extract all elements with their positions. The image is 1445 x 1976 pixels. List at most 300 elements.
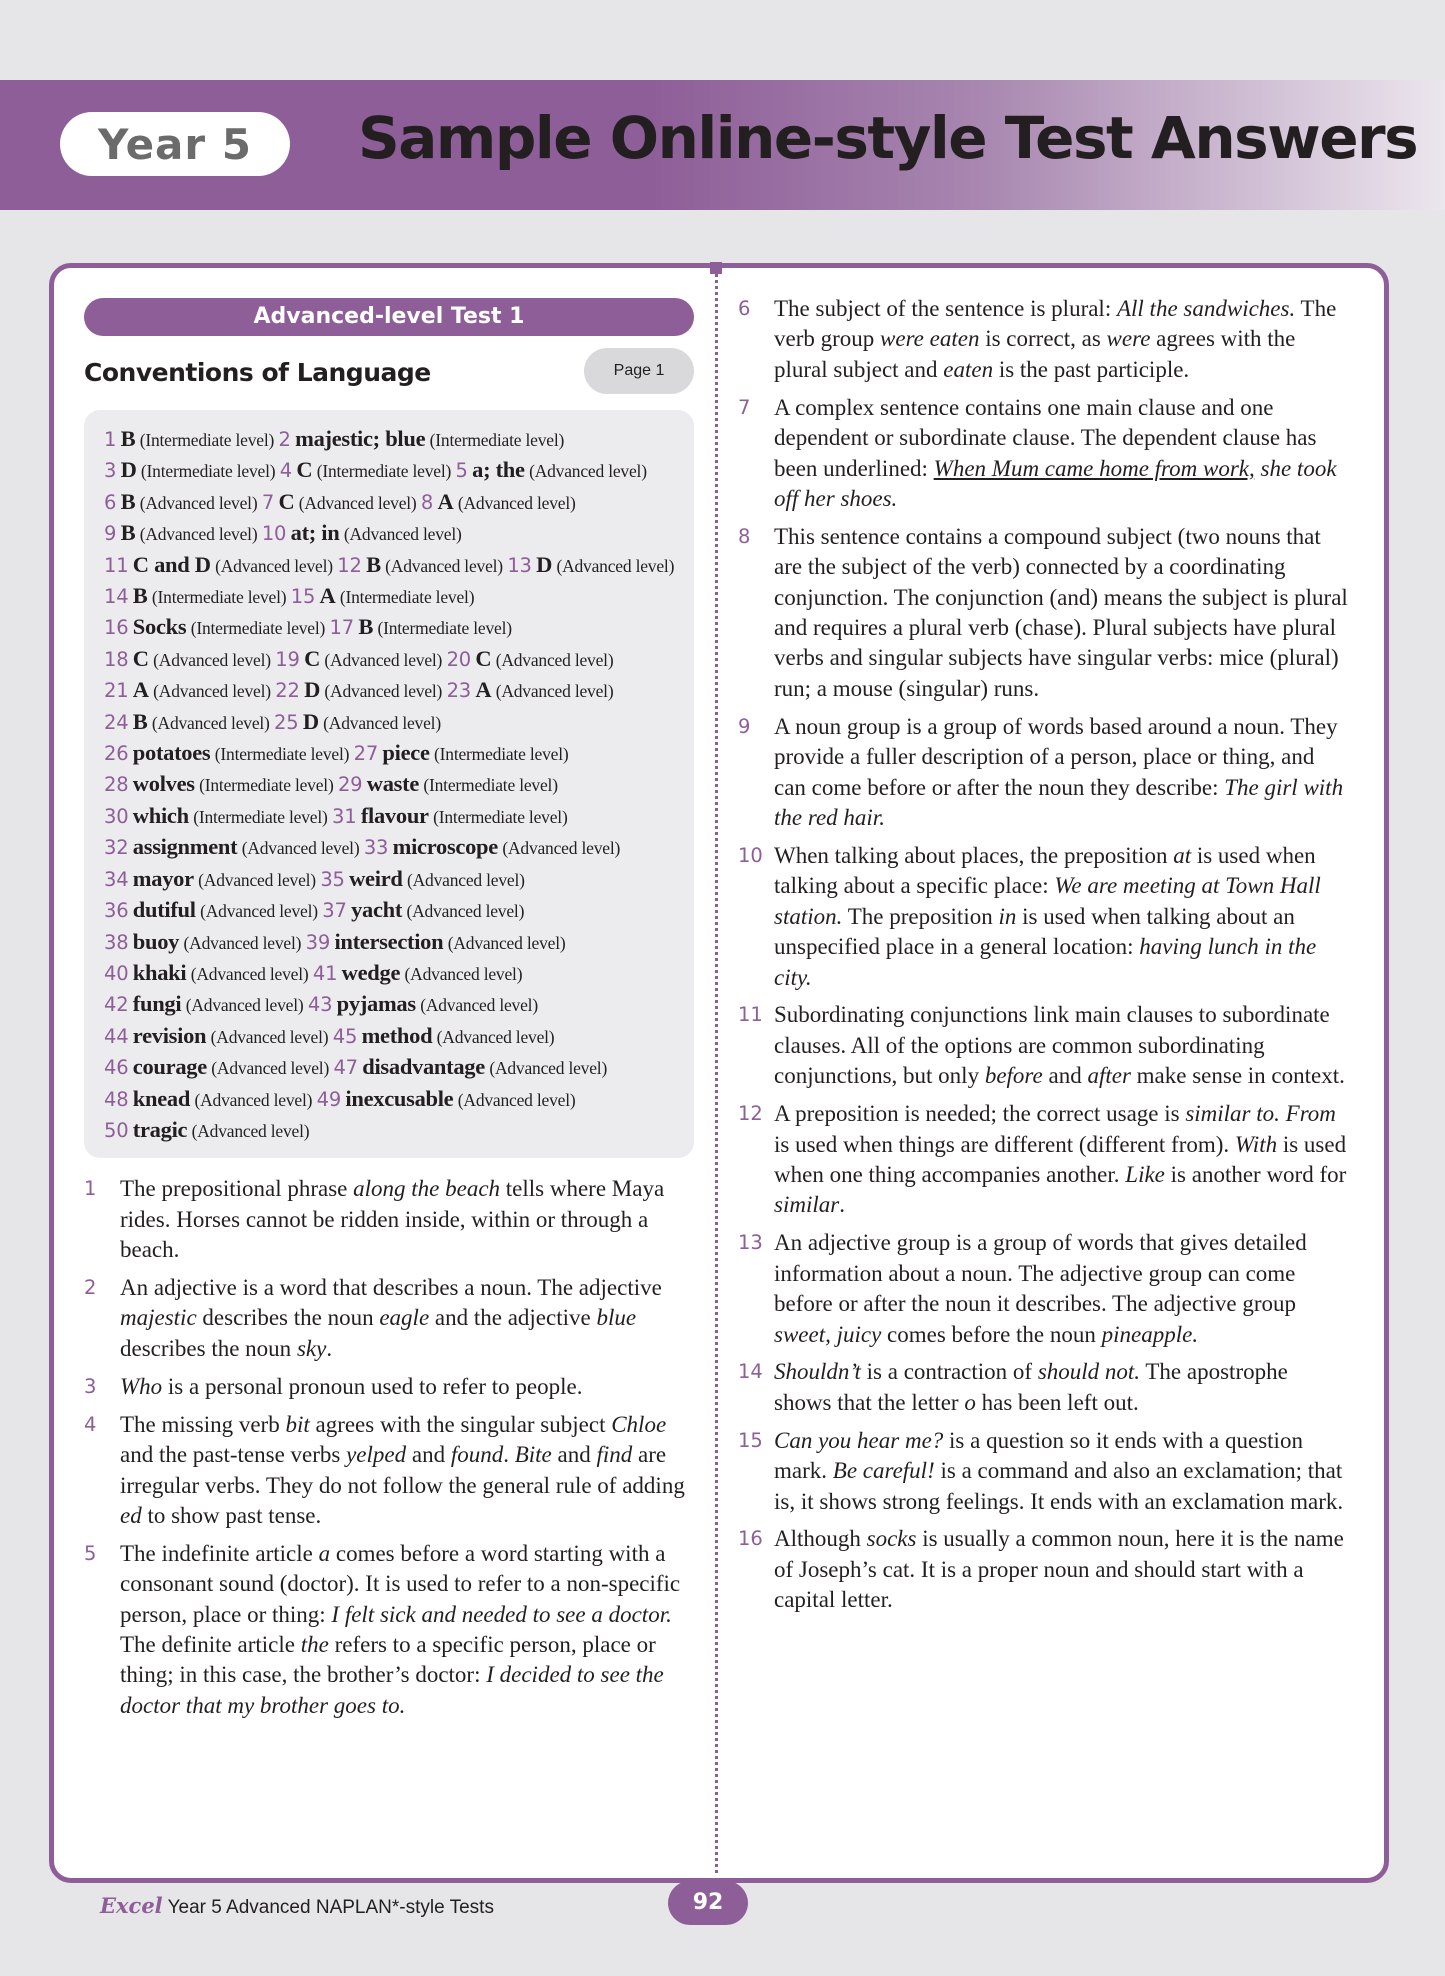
- answer-number: 35: [320, 867, 345, 891]
- explanation-number: 13: [738, 1231, 763, 1255]
- right-column: [738, 294, 1350, 1623]
- answer-item: [507, 551, 675, 577]
- answer-item: [104, 551, 333, 577]
- explanation-number: 6: [738, 297, 751, 320]
- explanation-text: A complex sentence contains one main clause and one dependent or subordinate clause. The dependent clause has been underlined:: [774, 394, 1317, 481]
- explanation-italic: she took off her shoes.: [774, 455, 1337, 511]
- explanation-item: [84, 1273, 694, 1364]
- answer-value: buoy: [132, 928, 180, 954]
- answer-level: (Intermediate level): [214, 744, 350, 765]
- answer-item: [104, 614, 326, 640]
- explanation-italic: blue: [596, 1305, 637, 1331]
- explanation-italic: eaten: [943, 356, 994, 382]
- answer-value: knead: [132, 1085, 191, 1111]
- explanation-item: [738, 1099, 1350, 1221]
- answer-item: [261, 488, 417, 514]
- answer-level: (Advanced level): [185, 995, 304, 1016]
- answer-number: 33: [363, 836, 389, 860]
- answer-item: [104, 802, 328, 828]
- answer-number: 22: [275, 679, 300, 703]
- explanation-text: and: [551, 1442, 597, 1468]
- answer-item: [275, 645, 443, 671]
- explanation-text: refers to a specific person, place or thing; in this case, the brother’s doctor:: [120, 1632, 656, 1688]
- explanation-number: 12: [738, 1102, 763, 1126]
- answer-item: [104, 457, 276, 483]
- answer-level: (Advanced level): [457, 1089, 576, 1110]
- explanation-text: agrees with the singular subject: [309, 1411, 612, 1437]
- answer-item: [104, 897, 318, 923]
- explanation-text: are irregular verbs. They do not follow the general rule of adding: [120, 1442, 685, 1498]
- explanation-italic: found: [450, 1442, 504, 1468]
- explanation-text: An adjective group is a group of words that gives detailed information about a noun. The adjective group can come before or after the noun it describes. The adjective group: [774, 1230, 1307, 1317]
- explanation-text: .: [839, 1192, 845, 1218]
- explanation-italic: socks: [866, 1526, 917, 1552]
- explanation-text: This sentence contains a compound subject (two nouns that are the subject of the verb) connected by a coordinating conjunction. The conjunction (and) means the subject is plural and requires a plural verb (chase). Plural subjects have plural verbs and singular subjects have singular verbs: mice (plural) run; a mouse (singular) runs.: [774, 523, 1348, 701]
- explanation-italic: I felt sick and needed to see a doctor.: [331, 1601, 672, 1627]
- answer-value: A: [132, 677, 149, 703]
- answer-level: (Advanced level): [406, 869, 525, 890]
- answer-number: 38: [104, 930, 129, 954]
- explanation-text: comes before a word starting with a consonant sound (doctor). It is used to refer to a non-specific person, place or thing:: [120, 1540, 681, 1627]
- explanation-number: 4: [84, 1412, 97, 1436]
- answer-item: [104, 645, 271, 671]
- explanation-number: 1: [84, 1177, 97, 1201]
- year-label: Year 5: [60, 112, 290, 176]
- answer-item: [274, 708, 441, 734]
- answer-level: (Intermediate level): [377, 618, 512, 639]
- explanation-item: [738, 393, 1350, 515]
- answer-number: 23: [446, 679, 471, 703]
- underlined-clause: When Mum came home from work,: [933, 455, 1255, 481]
- answer-number: 3: [104, 459, 117, 483]
- explanation-italic: Shouldn’t: [774, 1359, 861, 1385]
- answer-value: majestic; blue: [295, 426, 426, 451]
- answer-value: B: [120, 426, 136, 451]
- answer-level: (Advanced level): [323, 712, 441, 733]
- explanation-italic: Can you hear me?: [774, 1427, 944, 1453]
- answer-level: (Advanced level): [385, 555, 503, 576]
- answer-number: 44: [104, 1024, 129, 1048]
- answer-level: (Advanced level): [241, 838, 360, 859]
- explanation-text: is used when talking about an unspecified place in a general location:: [774, 903, 1295, 960]
- explanation-item: [738, 1228, 1350, 1350]
- explanation-italic: All the sandwiches.: [1116, 296, 1296, 321]
- answer-number: 24: [104, 710, 129, 734]
- answer-value: flavour: [360, 802, 429, 828]
- answer-number: 16: [104, 616, 129, 640]
- answer-item: [104, 1054, 330, 1080]
- explanation-number: 7: [738, 395, 751, 419]
- answer-value: tragic: [132, 1116, 188, 1142]
- answer-number: 29: [337, 773, 363, 797]
- explanation-text: and the past-tense verbs: [120, 1442, 347, 1468]
- answer-value: wedge: [341, 959, 401, 985]
- test-label: Advanced-level Test 1: [84, 298, 694, 336]
- explanation-italic: before: [984, 1063, 1043, 1089]
- answer-level: (Advanced level): [420, 995, 538, 1016]
- footer-book-title: [100, 1893, 494, 1919]
- answer-level: (Advanced level): [153, 649, 271, 670]
- answer-value: B: [132, 708, 148, 734]
- page-label: Page 1: [584, 348, 694, 394]
- footer-title-text: Year 5 Advanced NAPLAN*-style Tests: [162, 1897, 494, 1918]
- explanation-italic: Bite: [514, 1442, 552, 1468]
- answer-level: (Intermediate level): [199, 775, 334, 796]
- answer-value: mayor: [132, 865, 194, 891]
- answer-level: (Advanced level): [495, 649, 614, 670]
- answer-item: [420, 488, 576, 514]
- explanation-italic: ed: [120, 1502, 142, 1528]
- answer-level: (Intermediate level): [429, 430, 565, 450]
- answer-level: (Advanced level): [447, 932, 566, 953]
- answer-number: 45: [332, 1024, 358, 1048]
- page-number: 92: [668, 1881, 748, 1925]
- section-title: Conventions of Language: [84, 358, 431, 387]
- answer-number: 21: [104, 679, 129, 703]
- answer-level: (Advanced level): [324, 681, 443, 702]
- answer-item: [261, 520, 462, 546]
- answer-value: khaki: [132, 959, 187, 985]
- answer-item: [104, 1116, 310, 1142]
- explanation-italic: along the beach: [353, 1176, 501, 1202]
- answer-value: dutiful: [132, 897, 196, 923]
- answer-item: [337, 551, 503, 577]
- explanation-italic: I decided to see the doctor that my brother goes to.: [120, 1662, 664, 1718]
- answer-item: [104, 991, 304, 1017]
- explanation-text: A noun group is a group of words based around a noun. They provide a fuller description of a person, place or thing, and can come before or after the noun they describe:: [774, 713, 1338, 800]
- answer-level: (Advanced level): [215, 555, 333, 576]
- explanation-italic: find: [596, 1442, 633, 1468]
- answer-item: [320, 865, 525, 891]
- answer-value: A: [475, 677, 492, 703]
- answer-number: 27: [353, 742, 379, 766]
- answer-level: (Intermediate level): [339, 587, 475, 608]
- answer-value: assignment: [132, 834, 238, 860]
- explanation-text: is used when one thing accompanies another.: [774, 1131, 1347, 1187]
- answer-value: which: [132, 802, 189, 828]
- explanation-list-left: [84, 1174, 694, 1721]
- answer-item: [278, 426, 565, 451]
- answer-value: A: [437, 488, 454, 514]
- answer-value: A: [319, 583, 336, 609]
- answer-value: revision: [132, 1022, 207, 1048]
- answer-number: 14: [104, 585, 129, 609]
- answer-value: wolves: [132, 771, 195, 797]
- answer-level: (Advanced level): [151, 712, 270, 733]
- explanation-text: The missing verb: [120, 1411, 286, 1437]
- answer-level: (Advanced level): [529, 461, 647, 482]
- answer-value: B: [120, 520, 136, 546]
- column-divider: [715, 268, 718, 1873]
- answer-value: D: [120, 457, 137, 483]
- answer-item: [322, 897, 525, 923]
- answer-item: [104, 520, 258, 546]
- explanation-text: is a command and also an exclamation; that is, it shows strong feelings. It ends with an exclamation mark.: [774, 1458, 1344, 1514]
- answer-value: intersection: [334, 928, 444, 954]
- answer-number: 10: [261, 522, 287, 546]
- explanation-item: [84, 1410, 694, 1532]
- answer-number: 36: [104, 899, 129, 923]
- answer-level: (Advanced level): [190, 963, 309, 984]
- explanation-italic: were eaten: [880, 326, 980, 352]
- explanation-number: 11: [738, 1003, 763, 1027]
- answer-level: (Advanced level): [489, 1058, 608, 1079]
- answer-number: 31: [332, 804, 357, 828]
- answer-number: 47: [333, 1056, 358, 1080]
- explanation-italic: With: [1234, 1131, 1278, 1157]
- explanation-item: [84, 1174, 694, 1265]
- answer-value: at; in: [290, 520, 340, 546]
- explanation-item: [738, 712, 1350, 834]
- answer-value: B: [120, 488, 136, 514]
- answer-number: 15: [290, 585, 316, 609]
- answer-number: 12: [337, 553, 362, 577]
- answer-level: (Advanced level): [198, 869, 316, 890]
- explanation-text: The verb group: [774, 296, 1337, 352]
- answer-item: [104, 928, 302, 954]
- explanation-italic: eagle: [379, 1305, 430, 1331]
- explanation-text: and: [406, 1442, 451, 1468]
- answer-number: 7: [261, 490, 275, 514]
- answer-item: [353, 740, 569, 766]
- answer-item: [275, 677, 443, 703]
- explanation-italic: o: [964, 1389, 976, 1415]
- answer-value: D: [536, 551, 553, 577]
- answer-number: 25: [274, 710, 299, 734]
- explanation-text: is the past participle.: [993, 356, 1190, 382]
- explanation-italic: having lunch in the city.: [774, 934, 1317, 990]
- answer-value: D: [304, 677, 321, 703]
- answer-level: (Intermediate level): [190, 618, 326, 639]
- explanation-text: has been left out.: [975, 1389, 1139, 1415]
- explanation-item: [84, 1372, 694, 1402]
- answer-number: 43: [307, 993, 333, 1017]
- answer-value: C: [296, 457, 313, 483]
- answer-level: (Intermediate level): [151, 587, 287, 608]
- answer-item: [104, 583, 287, 609]
- explanation-number: 10: [738, 843, 763, 867]
- answer-value: C: [278, 488, 295, 514]
- answer-item: [455, 457, 647, 483]
- answer-number: 19: [275, 647, 300, 671]
- answer-number: 42: [104, 993, 129, 1017]
- answer-number: 34: [104, 867, 129, 891]
- explanation-text: Subordinating conjunctions link main clauses to subordinate clauses. All of the options are common subordinating conjunctions, but only: [774, 1002, 1330, 1089]
- answer-item: [307, 991, 538, 1017]
- explanation-italic: in: [998, 903, 1017, 929]
- answer-value: C and D: [132, 551, 211, 577]
- explanation-text: is used when things are different (different from).: [774, 1131, 1235, 1157]
- explanation-text: tells where Maya rides. Horses cannot be ridden inside, within or through a beach.: [120, 1176, 665, 1263]
- explanation-italic: should not.: [1037, 1359, 1141, 1385]
- explanation-text: is a question so it ends with a question mark.: [774, 1427, 1303, 1484]
- answer-value: microscope: [392, 834, 498, 860]
- explanation-italic: sky: [296, 1335, 327, 1361]
- explanation-text: comes before the noun: [881, 1321, 1102, 1347]
- answer-number: 9: [104, 522, 117, 546]
- answer-item: [312, 959, 523, 985]
- answer-number: 39: [305, 930, 331, 954]
- answer-value: inexcusable: [345, 1085, 454, 1111]
- answer-number: 26: [104, 742, 129, 766]
- answer-value: method: [361, 1022, 433, 1048]
- answer-value: B: [132, 583, 148, 609]
- answer-item: [333, 1054, 608, 1080]
- divider-marker: [710, 262, 722, 274]
- answer-key-box: [84, 410, 694, 1158]
- answer-value: piece: [382, 740, 430, 766]
- answer-value: C: [132, 645, 149, 671]
- answer-value: B: [358, 614, 374, 640]
- explanation-italic: pineapple.: [1101, 1321, 1199, 1347]
- answer-value: a; the: [472, 457, 525, 483]
- explanation-italic: after: [1087, 1063, 1131, 1089]
- explanation-italic: Who: [120, 1373, 163, 1399]
- answer-number: 20: [446, 647, 471, 671]
- answer-value: disadvantage: [362, 1054, 485, 1080]
- answer-value: weird: [349, 865, 403, 891]
- answer-level: (Advanced level): [436, 1026, 555, 1047]
- answer-level: (Advanced level): [210, 1026, 329, 1047]
- answer-item: [104, 426, 275, 451]
- answer-number: 13: [507, 553, 532, 577]
- answer-item: [104, 959, 309, 985]
- explanation-list-right: [738, 294, 1350, 1616]
- explanation-number: 3: [84, 1374, 97, 1398]
- explanation-number: 15: [738, 1428, 763, 1452]
- answer-item: [104, 708, 270, 734]
- answer-value: fungi: [132, 991, 182, 1017]
- answer-item: [290, 583, 475, 609]
- answer-item: [104, 771, 334, 797]
- answer-value: courage: [132, 1054, 207, 1080]
- answer-item: [446, 645, 614, 671]
- explanation-number: 8: [738, 524, 751, 548]
- explanation-italic: were: [1106, 326, 1151, 352]
- explanation-number: 5: [84, 1541, 97, 1565]
- answer-level: (Intermediate level): [140, 461, 276, 482]
- footer-brand: Excel: [100, 1893, 163, 1918]
- answer-level: (Advanced level): [191, 1120, 310, 1141]
- explanation-italic: Like: [1125, 1161, 1165, 1187]
- answer-item: [332, 1022, 555, 1048]
- left-column: [84, 298, 694, 1729]
- explanation-text: and: [1042, 1063, 1088, 1089]
- answer-level: (Advanced level): [404, 963, 523, 984]
- answer-value: yacht: [351, 897, 403, 923]
- explanation-text: When talking about places, the preposition: [774, 842, 1174, 868]
- explanation-text: to show past tense.: [141, 1502, 322, 1528]
- answer-number: 5: [455, 459, 468, 483]
- explanation-text: is another word for: [1164, 1161, 1347, 1187]
- explanation-text: The preposition: [842, 903, 999, 929]
- answer-number: 1: [104, 428, 117, 451]
- answer-number: 6: [104, 490, 117, 514]
- answer-level: (Advanced level): [211, 1058, 330, 1079]
- answer-item: [104, 1022, 329, 1048]
- answer-number: 30: [104, 804, 129, 828]
- explanation-item: [738, 841, 1350, 993]
- answer-level: (Advanced level): [139, 492, 258, 513]
- answer-level: (Advanced level): [502, 838, 621, 859]
- answer-number: 17: [329, 616, 354, 640]
- explanation-text: is used when talking about a specific place:: [774, 842, 1316, 899]
- answer-item: [104, 488, 258, 514]
- answer-level: (Intermediate level): [193, 806, 328, 827]
- explanation-text: The definite article: [120, 1632, 301, 1658]
- explanation-italic: a: [318, 1540, 331, 1566]
- explanation-italic: bit: [285, 1411, 310, 1437]
- explanation-text: is correct, as: [979, 326, 1107, 352]
- answer-value: Socks: [132, 614, 187, 640]
- explanation-text: The subject of the sentence is plural:: [774, 296, 1117, 321]
- explanation-item: [738, 1357, 1350, 1418]
- explanation-item: [84, 1539, 694, 1721]
- answer-value: pyjamas: [336, 991, 416, 1017]
- answer-number: 28: [104, 773, 129, 797]
- explanation-number: 14: [738, 1360, 763, 1384]
- explanation-number: 9: [738, 714, 751, 738]
- answer-level: (Advanced level): [200, 901, 318, 922]
- answer-level: (Advanced level): [406, 901, 525, 922]
- explanation-italic: Be careful!: [832, 1458, 935, 1484]
- answer-number: 4: [279, 459, 292, 483]
- answer-value: C: [304, 645, 321, 671]
- answer-value: B: [366, 551, 381, 577]
- answer-number: 50: [104, 1118, 129, 1142]
- section-header: [84, 348, 694, 406]
- explanation-item: [738, 294, 1350, 385]
- explanation-item: [738, 1524, 1350, 1615]
- explanation-italic: Chloe: [611, 1411, 667, 1437]
- explanation-italic: sweet, juicy: [774, 1321, 882, 1347]
- answer-level: (Advanced level): [153, 681, 271, 702]
- answer-number: 40: [104, 961, 129, 985]
- answer-value: potatoes: [132, 740, 211, 766]
- explanation-text: .: [503, 1442, 515, 1468]
- answer-number: 49: [316, 1087, 342, 1111]
- explanation-text: agrees with the plural subject and: [774, 326, 1296, 382]
- answer-level: (Advanced level): [183, 932, 302, 953]
- explanation-italic: similar to. From: [1185, 1101, 1336, 1127]
- answer-number: 48: [104, 1087, 129, 1111]
- answer-item: [104, 1085, 313, 1111]
- answer-value: C: [475, 645, 492, 671]
- explanation-text: and the adjective: [429, 1305, 597, 1331]
- answer-level: (Advanced level): [298, 492, 417, 513]
- answer-item: [305, 928, 566, 954]
- explanation-text: describes the noun: [196, 1305, 380, 1331]
- explanation-italic: the: [300, 1632, 329, 1658]
- answer-item: [104, 834, 360, 860]
- answer-item: [332, 802, 568, 828]
- explanation-italic: The girl with the red hair.: [774, 774, 1344, 830]
- answer-number: 46: [104, 1056, 129, 1080]
- answer-level: (Advanced level): [457, 492, 576, 513]
- explanation-text: A preposition is needed; the correct usage is: [774, 1101, 1186, 1127]
- answer-value: D: [302, 708, 319, 734]
- explanation-text: The indefinite article: [120, 1540, 319, 1566]
- answer-item: [104, 677, 271, 703]
- explanation-text: .: [326, 1335, 333, 1361]
- answer-level: (Intermediate level): [434, 744, 569, 765]
- explanation-text: is a personal pronoun used to refer to people.: [162, 1373, 583, 1399]
- answer-level: (Advanced level): [194, 1089, 313, 1110]
- explanation-italic: We are meeting at Town Hall station.: [774, 873, 1321, 929]
- answer-level: (Intermediate level): [433, 806, 568, 827]
- explanation-number: 16: [738, 1527, 763, 1551]
- explanation-text: An adjective is a word that describes a noun. The adjective: [120, 1275, 662, 1301]
